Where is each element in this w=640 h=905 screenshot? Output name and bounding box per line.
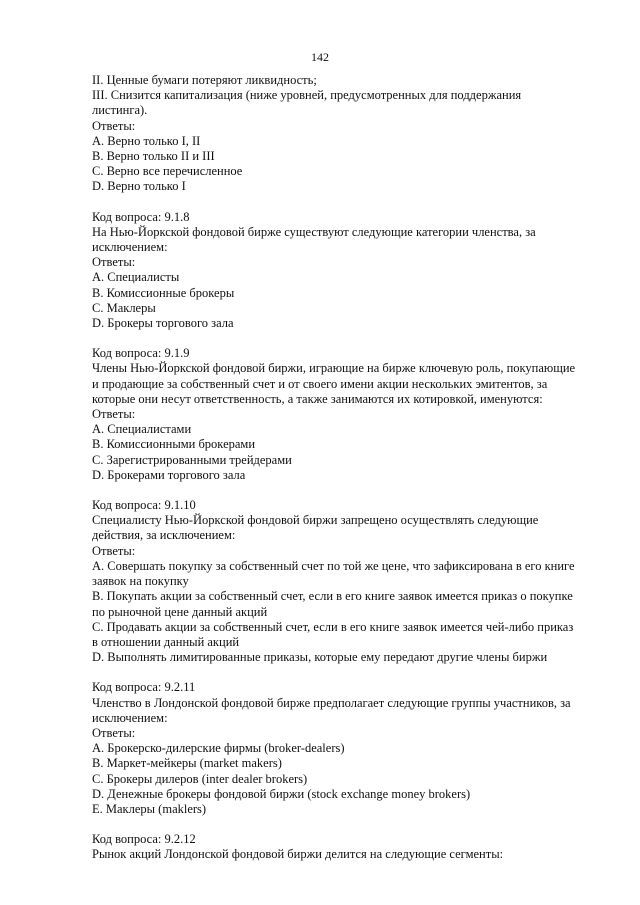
- answer-option: D. Выполнять лимитированные приказы, которые ему передают другие члены биржи: [92, 650, 548, 665]
- question-text: Рынок акций Лондонской фондовой биржи делится на следующие сегменты:: [92, 847, 504, 862]
- answers-label: Ответы:: [92, 725, 136, 740]
- answers-label: Ответы:: [92, 543, 136, 558]
- answer-option: B. Верно только II и III: [92, 149, 215, 164]
- answer-option: E. Маклеры (maklers): [92, 801, 207, 816]
- answer-option: D. Верно только I: [92, 179, 186, 194]
- answer-option: B. Маркет-мейкеры (market makers): [92, 756, 282, 771]
- text-line: II. Ценные бумаги потеряют ликвидность;: [92, 73, 317, 87]
- answer-option: D. Брокеры торгового зала: [92, 316, 234, 331]
- question-code: Код вопроса: 9.2.12: [92, 832, 196, 847]
- answers-label: Ответы:: [92, 255, 136, 270]
- answer-option: в отношении данный акций: [92, 634, 240, 649]
- question-block: [92, 346, 602, 483]
- answers-label: Ответы:: [92, 407, 136, 422]
- answer-option: C. Брокеры дилеров (inter dealer brokers): [92, 771, 308, 786]
- answer-option: D. Брокерами торгового зала: [92, 467, 246, 482]
- answer-option: A. Специалисты: [92, 270, 180, 285]
- question-text: Специалисту Нью-Йоркской фондовой биржи запрещено осуществлять следующие: [92, 513, 539, 528]
- question-block: [92, 832, 602, 862]
- answer-option: A. Брокерско-дилерские фирмы (broker-dealers): [92, 741, 345, 756]
- text-line: листинга).: [92, 103, 148, 118]
- text-line: III. Снизится капитализация (ниже уровней, предусмотренных для поддержания: [92, 88, 522, 103]
- question-code: Код вопроса: 9.1.8: [92, 209, 190, 224]
- answer-option: C. Маклеры: [92, 300, 156, 315]
- answer-option: B. Комиссионными брокерами: [92, 437, 256, 452]
- question-code: Код вопроса: 9.1.9: [92, 346, 190, 361]
- question-text: действия, за исключением:: [92, 528, 236, 543]
- answer-option: по рыночной цене данный акций: [92, 604, 268, 619]
- answer-option: C. Верно все перечисленное: [92, 164, 243, 179]
- answers-label: Ответы:: [92, 118, 136, 133]
- page-number: 142: [311, 50, 329, 64]
- answer-option: A. Совершать покупку за собственный счет по той же цене, что зафиксирована в его книге: [92, 558, 575, 573]
- question-code: Код вопроса: 9.1.10: [92, 498, 196, 513]
- question-text: исключением:: [92, 240, 168, 255]
- answer-option: B. Комиссионные брокеры: [92, 285, 235, 300]
- answer-option: заявок на покупку: [92, 574, 189, 589]
- question-code: Код вопроса: 9.2.11: [92, 680, 196, 695]
- intro-block: [92, 73, 602, 195]
- question-block: [92, 210, 602, 332]
- question-text: и продающие за собственный счет и от своего имени акции нескольких эмитентов, за: [92, 376, 548, 391]
- answer-option: D. Денежные брокеры фондовой биржи (stock exchange money brokers): [92, 786, 471, 801]
- question-block: [92, 498, 602, 665]
- question-text: которые они несут ответственность, а также занимаются их котировкой, именуются:: [92, 391, 543, 406]
- answer-option: C. Зарегистрированными трейдерами: [92, 452, 292, 467]
- question-text: Члены Нью-Йоркской фондовой биржи, играющие на бирже ключевую роль, покупающие: [92, 361, 576, 376]
- answer-option: A. Специалистами: [92, 422, 192, 437]
- answer-option: A. Верно только I, II: [92, 133, 201, 148]
- question-text: На Нью-Йоркской фондовой бирже существуют следующие категории членства, за: [92, 224, 536, 239]
- question-block: [92, 680, 602, 817]
- page-content: [92, 73, 602, 863]
- question-text: Членство в Лондонской фондовой бирже предполагает следующие группы участников, за: [92, 695, 571, 710]
- answer-option: B. Покупать акции за собственный счет, если в его книге заявок имеется приказ о покупке: [92, 589, 573, 604]
- answer-option: C. Продавать акции за собственный счет, если в его книге заявок имеется чей-либо приказ: [92, 619, 574, 634]
- question-text: исключением:: [92, 710, 168, 725]
